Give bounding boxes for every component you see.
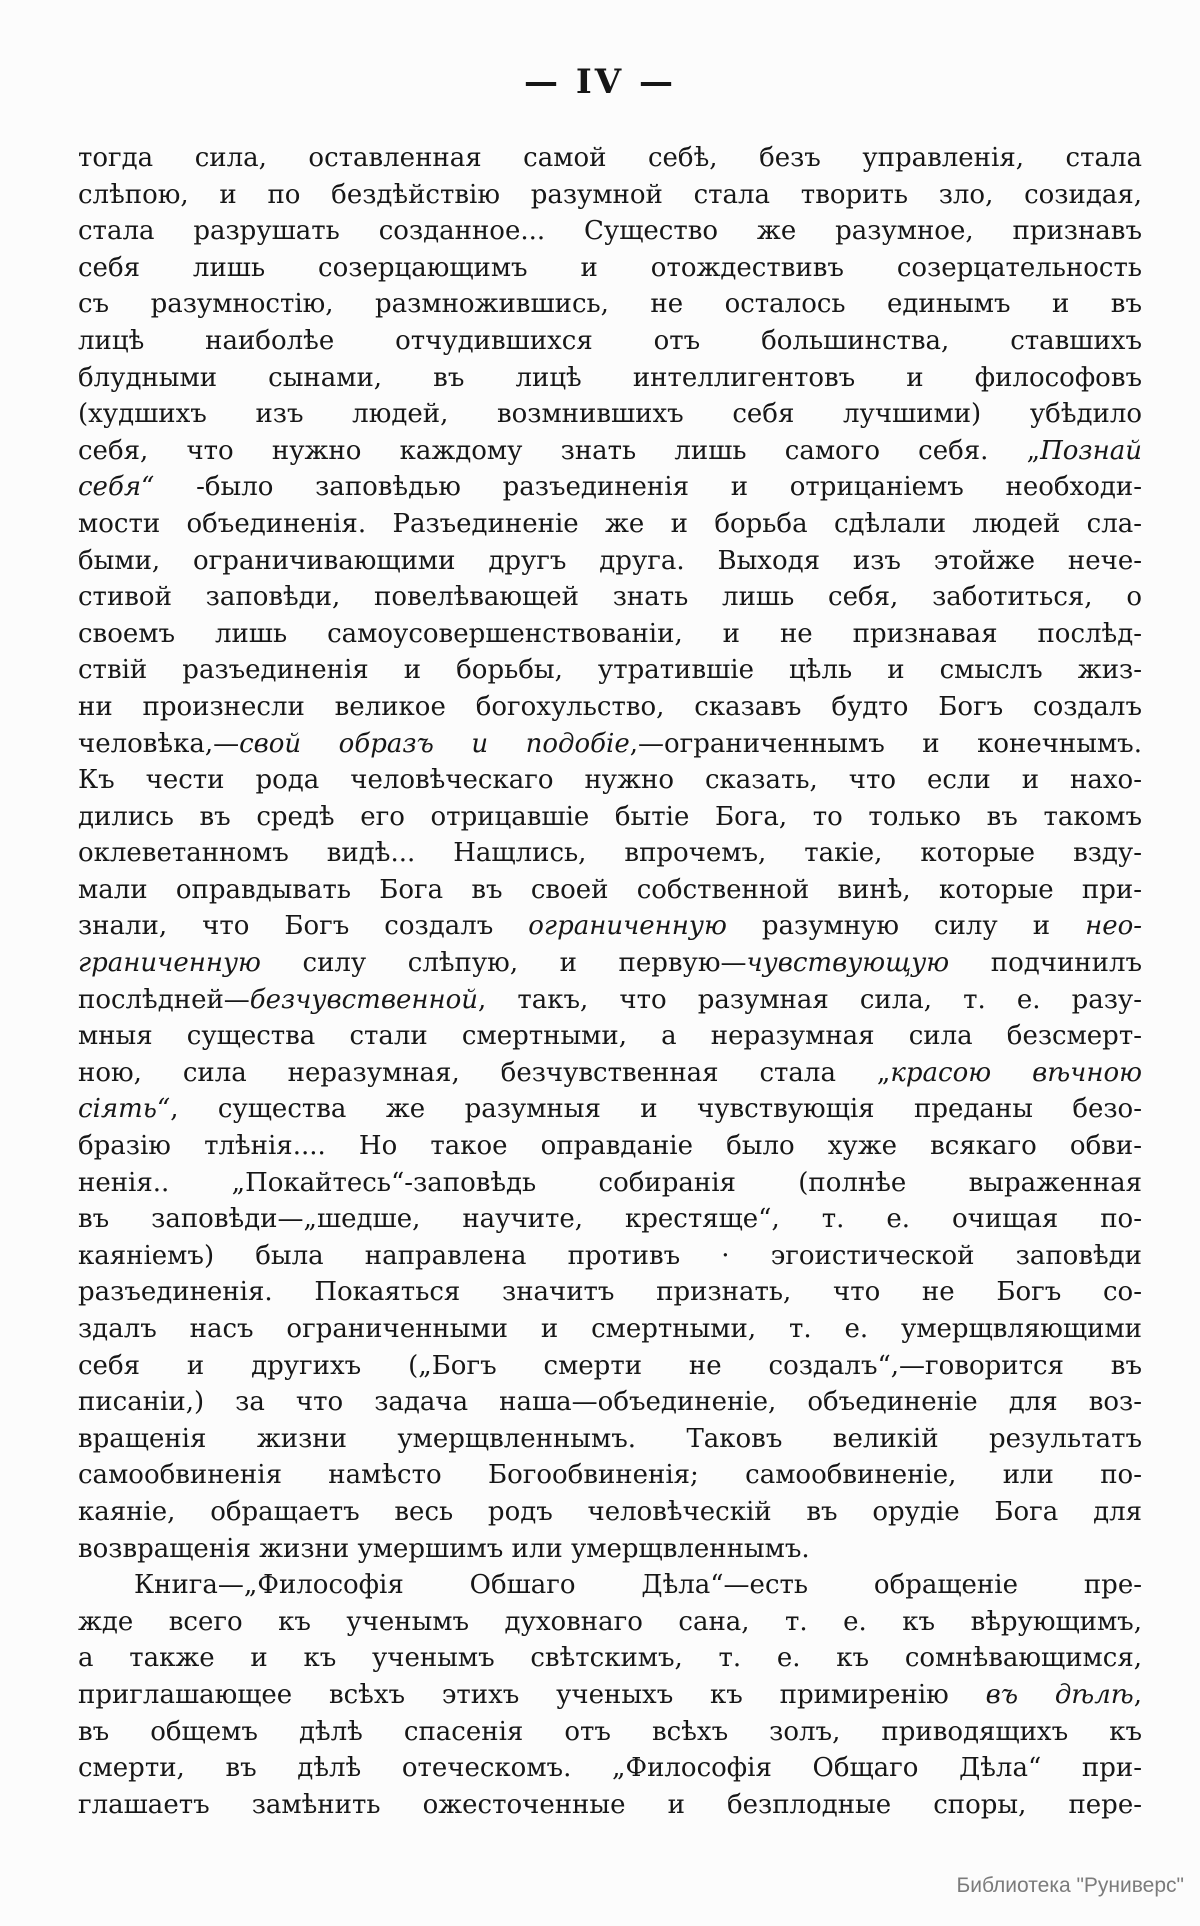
text-run: здалъ насъ ограниченными и смертными, т. е. умерщвляющими [78,1314,1142,1344]
text-line [78,762,1142,799]
paragraph-1 [78,140,1142,1567]
text-run: съ разумностію, размножившись, не осталось единымъ и въ [78,289,1142,320]
text-run: слѣпою, и по бездѣйствію разумной стала творить зло, созидая, [78,179,1142,210]
text-line [78,250,1142,287]
text-run: въ заповѣди—„шедше, научите, крестяще“, т. е. очищая по- [78,1204,1142,1235]
text-run: въ общемъ дѣлѣ спасенія отъ всѣхъ золъ, приводящихъ къ [78,1716,1142,1747]
text-run: (худшихъ изъ людей, возмнившихъ себя лучшими) убѣдило [78,399,1142,430]
text-run: самообвиненія намѣсто Богообвиненія; самообвиненіе, или по- [78,1460,1142,1491]
text-line [78,1567,1142,1604]
text-run: , [1133,1679,1143,1710]
text-run: мали оправдывать Бога въ своей собственной винѣ, которые при- [78,874,1142,905]
text-line [78,1677,1142,1714]
text-run: глашаетъ замѣнить ожесточенные и безплодные споры, пере- [78,1789,1142,1820]
text-line [78,982,1142,1019]
text-run: ни произнесли великое богохульство, сказавъ будто Богъ создалъ [78,691,1142,722]
text-line [78,1384,1142,1421]
body-text [78,140,1142,1823]
italic-text-run: свой образъ и подобіе [239,728,630,759]
text-line [78,1018,1142,1055]
text-run: мныя существа стали смертными, а неразумная сила безсмерт- [78,1021,1142,1052]
text-line [78,1640,1142,1677]
text-line [78,1055,1142,1092]
italic-text-run: Познай [1040,435,1142,466]
text-line [78,689,1142,726]
page-number: — IV — [524,62,676,102]
text-line [78,177,1142,214]
text-run: дились въ средѣ его отрицавшіе бытіе Бога, то только въ такомъ [78,801,1142,832]
italic-text-run: въ дѣлѣ [985,1679,1134,1710]
italic-text-run: граниченную [78,948,261,979]
text-line [78,616,1142,653]
text-line [78,1750,1142,1787]
text-run: ствій разъединенія и борьбы, утратившіе цѣль и смыслъ жиз- [78,655,1142,686]
paragraph-2 [78,1567,1142,1823]
text-run: себя и другихъ („Богъ смерти не создалъ“,—говорится въ [78,1350,1142,1381]
text-run: -было заповѣдью разъединенія и отрицаніемъ необходи- [154,472,1142,503]
text-run: ненія.. „Покайтесь“-заповѣдь собиранія (полнѣе выраженная [78,1167,1142,1198]
italic-text-run: чувствующую [746,948,950,979]
text-line [78,1457,1142,1494]
text-run: своемъ лишь самоусовершенствованіи, и не признавая послѣд- [78,618,1142,649]
text-line [78,799,1142,836]
text-line [78,140,1142,177]
text-run: Къ чести рода человѣческаго нужно сказать, что если и нахо- [78,765,1142,796]
text-run: Книга—„Философія Обшаго Дѣла“—есть обращеніе пре- [134,1570,1142,1601]
text-run: каяніе, обращаетъ весь родъ человѣческій въ орудіе Бога для [78,1496,1142,1527]
text-line [78,835,1142,872]
text-line [78,286,1142,323]
text-line [78,323,1142,360]
text-line [78,1714,1142,1751]
text-line [78,506,1142,543]
text-run: а также и къ ученымъ свѣтскимъ, т. е. къ сомнѣвающимся, [78,1643,1142,1674]
text-run: знали, что Богъ создалъ [78,911,529,942]
text-line [78,1531,1142,1568]
text-run: возвращенія жизни умершимъ или умерщвленнымъ. [78,1533,810,1564]
text-line [78,1128,1142,1165]
text-line [78,1165,1142,1202]
text-run: блудными сынами, въ лицѣ интеллигентовъ и философовъ [78,362,1142,393]
library-watermark: Библиотека "Руниверс" [956,1874,1184,1897]
text-run: послѣдней— [78,984,250,1015]
text-line [78,1091,1142,1128]
text-run: себя лишь созерцающимъ и отождествивъ созерцательность [78,252,1142,283]
text-line [78,1201,1142,1238]
text-line [78,469,1142,506]
italic-text-run: ограниченную [528,911,727,942]
italic-text-run: безчувственной [249,984,479,1015]
text-line [78,543,1142,580]
text-run: бразію тлѣнія.... Но такое оправданіе было хуже всякаго обви- [78,1131,1142,1162]
text-run: каяніемъ) была направлена противъ · эгоистической заповѣди [78,1240,1142,1271]
text-line [78,908,1142,945]
text-run: подчинилъ [949,948,1142,979]
text-line [78,1421,1142,1458]
text-line [78,1787,1142,1824]
text-line [78,433,1142,470]
text-run: оклеветанномъ видѣ... Нащлись, впрочемъ, такіе, которые взду- [78,838,1142,869]
text-run: лицѣ наиболѣе отчудившихся отъ большинства, ставшихъ [78,325,1142,356]
text-run: ною, сила неразумная, безчувственная стала „ [78,1057,891,1088]
text-line [78,1311,1142,1348]
text-line [78,945,1142,982]
text-run: стивой заповѣди, повелѣвающей знать лишь себя, заботиться, о [78,582,1142,613]
text-run: стала разрушать созданное... Существо же разумное, признавъ [78,216,1142,247]
text-run: жде всего къ ученымъ духовнаго сана, т. е. къ вѣрующимъ, [78,1606,1142,1637]
italic-text-run: нео- [1085,911,1143,942]
text-run: тогда сила, оставленная самой себѣ, безъ управленія, стала [78,143,1142,173]
text-line [78,360,1142,397]
text-run: себя, что нужно каждому знать лишь самого себя. „ [78,435,1041,466]
text-run: вращенія жизни умерщвленнымъ. Таковъ великій результатъ [78,1423,1142,1454]
text-line [78,1494,1142,1531]
text-line [78,652,1142,689]
text-line [78,726,1142,763]
text-line [78,213,1142,250]
text-run: мости объединенія. Разъединеніе же и борьба сдѣлали людей сла- [78,508,1142,539]
text-run: человѣка,— [78,728,240,759]
text-run: ,—ограниченнымъ и конечнымъ. [629,728,1142,759]
text-run: разъединенія. Покаяться значитъ признать, что не Богъ со- [78,1277,1142,1308]
text-run: быми, ограничивающими другъ друга. Выходя изъ этойже нече- [78,545,1142,576]
text-run: приглашающее всѣхъ этихъ ученыхъ къ примиренію [78,1679,986,1710]
italic-text-run: красою вѣчною [890,1057,1142,1088]
text-line [78,579,1142,616]
text-line [78,1348,1142,1385]
text-run: силу слѣпую, и первую— [260,948,747,979]
text-run: писаніи,) за что задача наша—объединеніе, объединеніе для воз- [78,1387,1142,1418]
italic-text-run: себя“ [78,472,155,503]
text-line [78,1604,1142,1641]
text-run: , существа же разумныя и чувствующія преданы безо- [170,1094,1142,1125]
text-line [78,396,1142,433]
text-run: смерти, въ дѣлѣ отеческомъ. „Философія Общаго Дѣла“ при- [78,1753,1142,1784]
text-run: , такъ, что разумная сила, т. е. разу- [478,984,1142,1015]
text-line [78,872,1142,909]
text-line [78,1274,1142,1311]
italic-text-run: сіять“ [78,1094,171,1125]
text-run: разумную силу и [726,911,1086,942]
text-line [78,1238,1142,1275]
